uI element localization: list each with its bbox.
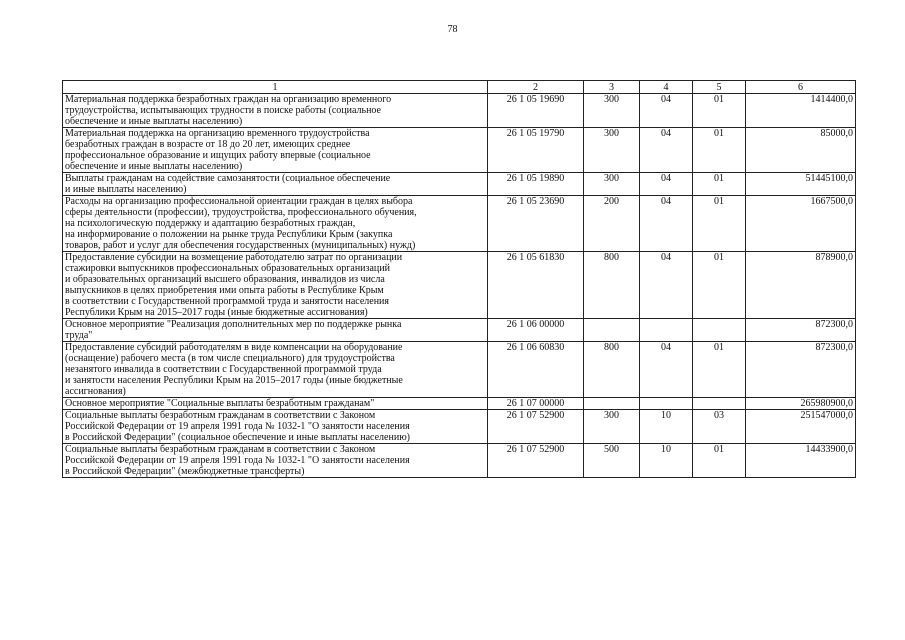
row-code: 26 1 05 19890: [488, 173, 584, 196]
row-subsection: [693, 319, 746, 342]
row-section: 04: [640, 128, 693, 173]
row-section: 04: [640, 173, 693, 196]
row-amount: 265980900,0: [746, 398, 856, 410]
row-subsection: 03: [693, 410, 746, 444]
row-code: 26 1 05 19690: [488, 94, 584, 128]
row-description: Социальные выплаты безработным гражданам в соответствии с Законом Российской Федерации от 19 апреля 1991 года № 1032-1 "О занятости населения в Российской Федерации" (межбюджетные трансферты): [63, 444, 488, 478]
table-row: [63, 410, 856, 444]
row-description: Основное мероприятие "Реализация дополнительных мер по поддержке рынка труда": [63, 319, 488, 342]
row-description: Предоставление субсидий работодателям в виде компенсации на оборудование (оснащение) рабочего места (в том числе специального) для трудоустройства незанятого инвалида в соответствии с Государственной программой труда и занятости населения Республики Крым на 2015–2017 годы (иные бюджетные ассигнования): [63, 342, 488, 398]
table-row: [63, 128, 856, 173]
row-section: 10: [640, 444, 693, 478]
row-description: Основное мероприятие "Социальные выплаты безработным гражданам": [63, 398, 488, 410]
row-description: Материальная поддержка на организацию временного трудоустройства безработных граждан в возрасте от 18 до 20 лет, имеющих среднее профессиональное образование и ищущих работу впервые (социальное обеспечение и иные выплаты населению): [63, 128, 488, 173]
row-section: 04: [640, 196, 693, 252]
table-row: [63, 252, 856, 319]
table-header-row: [63, 81, 856, 94]
row-description: Выплаты гражданам на содействие самозанятости (социальное обеспечение и иные выплаты населению): [63, 173, 488, 196]
row-expense-type: [584, 398, 640, 410]
row-expense-type: 800: [584, 252, 640, 319]
row-expense-type: 300: [584, 94, 640, 128]
row-expense-type: 800: [584, 342, 640, 398]
row-subsection: 01: [693, 128, 746, 173]
row-subsection: [693, 398, 746, 410]
row-subsection: 01: [693, 252, 746, 319]
table-row: [63, 398, 856, 410]
row-section: [640, 319, 693, 342]
row-subsection: 01: [693, 342, 746, 398]
row-code: 26 1 06 60830: [488, 342, 584, 398]
row-section: 04: [640, 252, 693, 319]
row-amount: 1667500,0: [746, 196, 856, 252]
row-subsection: 01: [693, 94, 746, 128]
budget-table: [62, 80, 856, 478]
row-expense-type: 300: [584, 128, 640, 173]
row-subsection: 01: [693, 196, 746, 252]
column-header-2: 2: [488, 81, 584, 94]
row-amount: 51445100,0: [746, 173, 856, 196]
column-header-4: 4: [640, 81, 693, 94]
row-expense-type: 300: [584, 173, 640, 196]
row-subsection: 01: [693, 444, 746, 478]
row-amount: 85000,0: [746, 128, 856, 173]
row-amount: 872300,0: [746, 342, 856, 398]
row-description: Материальная поддержка безработных граждан на организацию временного трудоустройства, испытывающих трудности в поиске работы (социальное обеспечение и иные выплаты населению): [63, 94, 488, 128]
column-header-1: 1: [63, 81, 488, 94]
row-amount: 1414400,0: [746, 94, 856, 128]
row-description: Социальные выплаты безработным гражданам в соответствии с Законом Российской Федерации от 19 апреля 1991 года № 1032-1 "О занятости населения в Российской Федерации" (социальное обеспечение и иные выплаты населению): [63, 410, 488, 444]
row-amount: 251547000,0: [746, 410, 856, 444]
row-expense-type: [584, 319, 640, 342]
column-header-6: 6: [746, 81, 856, 94]
table-row: [63, 444, 856, 478]
row-section: [640, 398, 693, 410]
row-amount: 878900,0: [746, 252, 856, 319]
row-amount: 872300,0: [746, 319, 856, 342]
row-section: 04: [640, 342, 693, 398]
row-code: 26 1 07 00000: [488, 398, 584, 410]
row-expense-type: 500: [584, 444, 640, 478]
row-section: 10: [640, 410, 693, 444]
table-row: [63, 319, 856, 342]
column-header-3: 3: [584, 81, 640, 94]
row-expense-type: 200: [584, 196, 640, 252]
row-code: 26 1 07 52900: [488, 444, 584, 478]
table-row: [63, 342, 856, 398]
row-section: 04: [640, 94, 693, 128]
row-code: 26 1 05 61830: [488, 252, 584, 319]
table-row: [63, 94, 856, 128]
table-row: [63, 196, 856, 252]
column-header-5: 5: [693, 81, 746, 94]
page-number: 78: [447, 24, 458, 35]
row-description: Предоставление субсидии на возмещение работодателю затрат по организации стажировки выпускников профессиональных образовательных организаций и образовательных организаций высшего образования, инвалидов из числа выпускников в целях приобретения ими опыта работы в Республике Крым в соответствии с Государственной программой труда и занятости населения Республики Крым на 2015–2017 годы (иные бюджетные ассигнования): [63, 252, 488, 319]
row-subsection: 01: [693, 173, 746, 196]
row-expense-type: 300: [584, 410, 640, 444]
row-code: 26 1 05 23690: [488, 196, 584, 252]
row-amount: 14433900,0: [746, 444, 856, 478]
row-code: 26 1 05 19790: [488, 128, 584, 173]
table-row: [63, 173, 856, 196]
row-description: Расходы на организацию профессиональной ориентации граждан в целях выбора сферы деятельности (профессии), трудоустройства, профессионального обучения, на психологическую поддержку и адаптацию безработных граждан, на информирование о положении на рынке труда Республики Крым (закупка товаров, работ и услуг для обеспечения государственных (муниципальных) нужд): [63, 196, 488, 252]
row-code: 26 1 06 00000: [488, 319, 584, 342]
row-code: 26 1 07 52900: [488, 410, 584, 444]
